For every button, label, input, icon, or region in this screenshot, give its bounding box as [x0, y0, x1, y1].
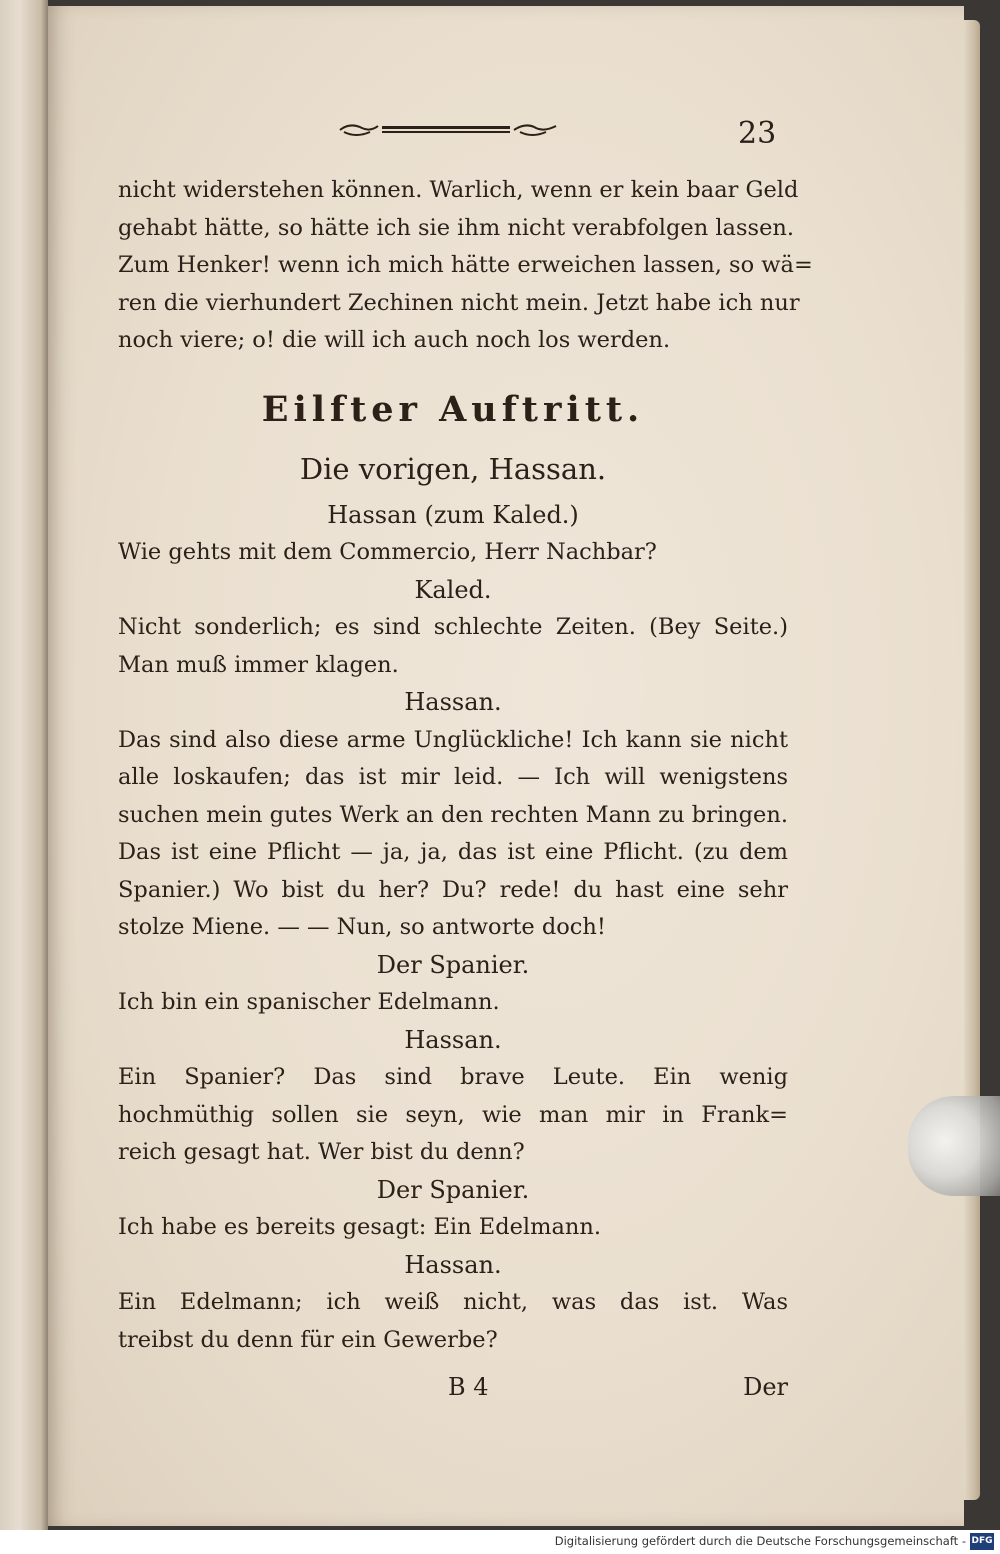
scene-heading: Eilfter Auftritt. — [261, 388, 645, 430]
speaker-name: Kaled. — [414, 575, 492, 604]
page-footer — [118, 1373, 788, 1413]
speech-line: Spanier.) Wo bist du her? Du? rede! du hast eine sehr — [118, 876, 788, 903]
speaker-name: Hassan. — [404, 1250, 502, 1279]
signature-mark: B 4 — [448, 1373, 489, 1401]
page-clip — [908, 1096, 1000, 1196]
page-text — [118, 172, 813, 1359]
speech-line: Ein Edelmann; ich weiß nicht, was das ist. Was — [118, 1289, 788, 1315]
funding-banner — [0, 1530, 1000, 1554]
speech-line: Man muß immer klagen. — [118, 651, 399, 678]
text-line: noch viere; o! die will ich auch noch los werden. — [118, 327, 671, 353]
speech-line: Ich habe es bereits gesagt: Ein Edelmann. — [118, 1214, 601, 1240]
speech-line: hochmüthig sollen sie seyn, wie man mir in Frank= — [118, 1101, 788, 1128]
catchword: Der — [743, 1373, 788, 1401]
speech-line: Wie gehts mit dem Commercio, Herr Nachbar? — [118, 539, 657, 565]
speech-line: Ich bin ein spanischer Edelmann. — [118, 989, 500, 1015]
speaker-name: Hassan. — [404, 1025, 502, 1054]
text-line: ren die vierhundert Zechinen nicht mein. Jetzt habe ich nur — [118, 289, 800, 316]
text-line: Zum Henker! wenn ich mich hätte erweichen lassen, so wä= — [118, 252, 813, 278]
text-line: gehabt hätte, so hätte ich sie ihm nicht verabfolgen lassen. — [118, 214, 795, 241]
speech-line: reich gesagt hat. Wer bist du denn? — [118, 1139, 525, 1165]
opening-paragraph — [118, 172, 813, 360]
previous-page-edge — [0, 0, 48, 1530]
speaker-name: Hassan (zum Kaled.) — [327, 500, 579, 529]
page-number: 23 — [738, 116, 777, 151]
speech-line: suchen mein gutes Werk an den rechten Mann zu bringen. — [118, 801, 788, 828]
speaker-name: Der Spanier. — [376, 950, 530, 979]
funding-text: Digitalisierung gefördert durch die Deutsche Forschungsgemeinschaft - — [554, 1534, 966, 1548]
header-ornament-icon — [330, 120, 570, 140]
speech-line: Ein Spanier? Das sind brave Leute. Ein wenig — [118, 1064, 788, 1090]
speech-line: treibst du denn für ein Gewerbe? — [118, 1326, 498, 1353]
speech-line: Nicht sonderlich; es sind schlechte Zeiten. (Bey Seite.) — [118, 614, 788, 640]
speech-line: Das ist eine Pflicht — ja, ja, das ist eine Pflicht. (zu dem — [118, 839, 788, 865]
text-line: nicht widerstehen können. Warlich, wenn er kein baar Geld — [118, 177, 799, 203]
scene-persons: Die vorigen, Hassan. — [299, 451, 607, 486]
speaker-name: Hassan. — [404, 688, 502, 716]
speech-line: Das sind also diese arme Unglückliche! Ich kann sie nicht — [118, 726, 788, 753]
speech-line: stolze Miene. — — Nun, so antworte doch! — [118, 914, 606, 940]
speech-line: alle loskaufen; das ist mir leid. — Ich will wenigstens — [118, 764, 788, 790]
dfg-logo-icon[interactable]: DFG — [970, 1533, 994, 1550]
speaker-name: Der Spanier. — [376, 1175, 530, 1204]
